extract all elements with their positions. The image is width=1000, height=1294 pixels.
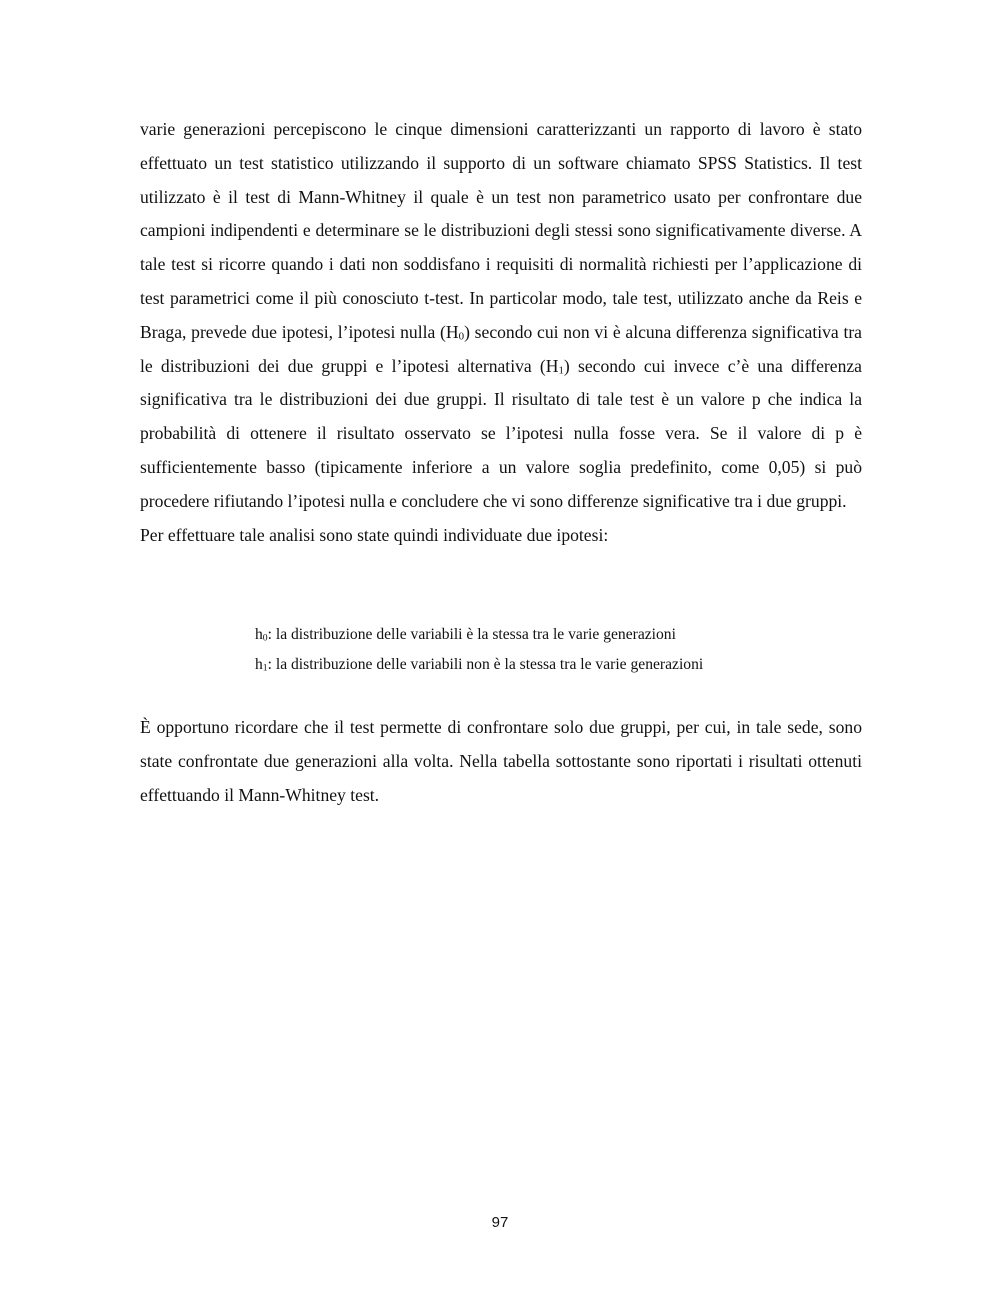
hypothesis-symbol: h xyxy=(255,655,263,673)
subscript-zero: 0 xyxy=(458,330,465,343)
hypothesis-text: : la distribuzione delle variabili non è la stessa tra le varie generazioni xyxy=(267,655,704,673)
hypothesis-subscript: 0 xyxy=(262,632,268,644)
paragraph-text: varie generazioni percepiscono le cinque dimensioni caratterizzanti un rapporto di lavoro è stato effettuato un test statistico utilizzando il supporto di un software chiamato SPSS Statistics. Il test utilizzato è il test di Mann-Whitney il quale è un test non parametrico usato per confrontare due campioni indipendenti e determinare se le distribuzioni degli stessi sono significativamente diverse. A tale test si ricorre quando i dati non soddisfano i requisiti di normalità richiesti per l’applicazione di test parametrici come il più conosciuto t-test. In particolar modo, tale test, utilizzato anche da Reis e Braga, prevede due ipotesi, l’ipotesi nulla (H xyxy=(140,119,862,342)
hypothesis-alternative xyxy=(255,650,855,680)
paragraph-text: ) secondo cui non vi è alcuna differenza significativa tra le distribuzioni dei due gruppi e l’ipotesi alternativa (H xyxy=(140,321,862,376)
hypotheses-list xyxy=(255,620,855,679)
body-paragraph-2: Per effettuare tale analisi sono state quindi individuate due ipotesi: xyxy=(140,524,609,545)
paragraph-text: ) secondo cui invece c’è una differenza significativa tra le distribuzioni dei due gruppi. Il risultato di tale test è un valore p che indica la probabilità di ottenere il risultato osservato se l’ipotesi nulla fosse vera. Se il valore di p è sufficientemente basso (tipicamente inferiore a un valore soglia predefinito, come 0,05) si può procedere rifiutando l’ipotesi nulla e concludere che vi sono differenze significative tra i due gruppi. xyxy=(140,355,862,511)
hypothesis-symbol: h xyxy=(255,626,263,643)
subscript-one: 1 xyxy=(558,364,564,377)
hypothesis-text: : la distribuzione delle variabili è la stessa tra le varie generazioni xyxy=(267,626,676,643)
page-number: 97 xyxy=(491,1214,509,1231)
body-paragraph-3: È opportuno ricordare che il test permette di confrontare solo due gruppi, per cui, in tale sede, sono state confrontate due generazioni alla volta. Nella tabella sottostante sono riportati i risultati ottenuti effettuando il Mann-Whitney test. xyxy=(140,717,862,805)
body-paragraph-1 xyxy=(140,113,862,552)
hypothesis-subscript: 1 xyxy=(262,661,268,673)
hypothesis-null xyxy=(255,620,855,650)
